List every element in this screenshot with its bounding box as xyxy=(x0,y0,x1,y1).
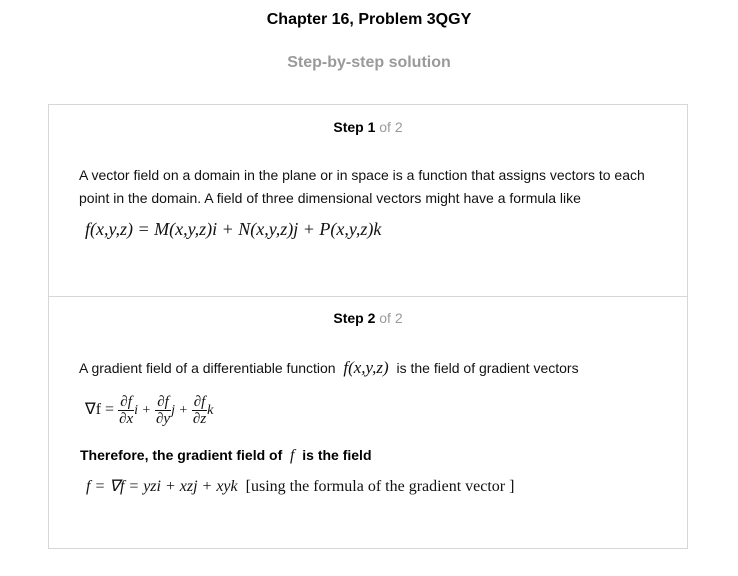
partial-z-tail: k xyxy=(207,403,214,419)
solution-subtitle: Step-by-step solution xyxy=(287,54,451,71)
partial-x-tail: i + xyxy=(134,403,151,419)
step-1-count: of 2 xyxy=(379,119,403,135)
result-formula: f = ∇f = yzi + xzj + xyk xyxy=(86,478,238,495)
result-formula-line xyxy=(86,476,514,496)
partial-x-den: ∂x xyxy=(119,411,134,427)
therefore-var: f xyxy=(290,447,295,464)
partial-y-fraction xyxy=(155,394,171,427)
partial-y-tail: j + xyxy=(171,403,188,419)
step-2-intro-func: f(x,y,z) xyxy=(343,358,389,377)
gradient-formula xyxy=(85,394,213,427)
gradient-lhs: ∇f = xyxy=(85,401,115,419)
partial-z-num: ∂f xyxy=(193,394,206,410)
therefore-pre: Therefore, the gradient field of xyxy=(80,447,283,463)
result-note: [using the formula of the gradient vector ] xyxy=(245,478,515,495)
step-2-header xyxy=(49,310,687,326)
step-1-formula: f(x,y,z) = M(x,y,z)i + N(x,y,z)j + P(x,y,z)k xyxy=(85,219,382,239)
step-1-header xyxy=(49,119,687,135)
step-2-count: of 2 xyxy=(379,310,403,326)
partial-x-num: ∂f xyxy=(118,394,134,411)
step-2-intro-text: A gradient field of a differentiable function xyxy=(79,360,336,376)
step-2-panel xyxy=(49,296,687,548)
therefore-line xyxy=(80,447,372,465)
therefore-post: is the field xyxy=(302,447,372,463)
partial-x-fraction xyxy=(118,394,134,427)
page-title: Chapter 16, Problem 3QGY xyxy=(266,11,472,28)
partial-z-den: ∂z xyxy=(192,411,207,427)
partial-z-fraction xyxy=(192,394,207,427)
solution-card xyxy=(48,104,688,549)
partial-y-den: ∂y xyxy=(155,411,171,427)
step-1-label: Step 1 xyxy=(333,119,376,135)
step-2-label: Step 2 xyxy=(333,310,376,326)
step-2-intro-tail: is the field of gradient vectors xyxy=(396,360,579,376)
step-2-intro xyxy=(79,356,669,380)
step-1-panel xyxy=(49,105,687,297)
step-1-text: A vector field on a domain in the plane or in space is a function that assigns vectors to each point in the domain. A field of three dimensional vectors might have a formula like xyxy=(79,167,645,206)
partial-y-num: ∂f xyxy=(155,394,171,411)
